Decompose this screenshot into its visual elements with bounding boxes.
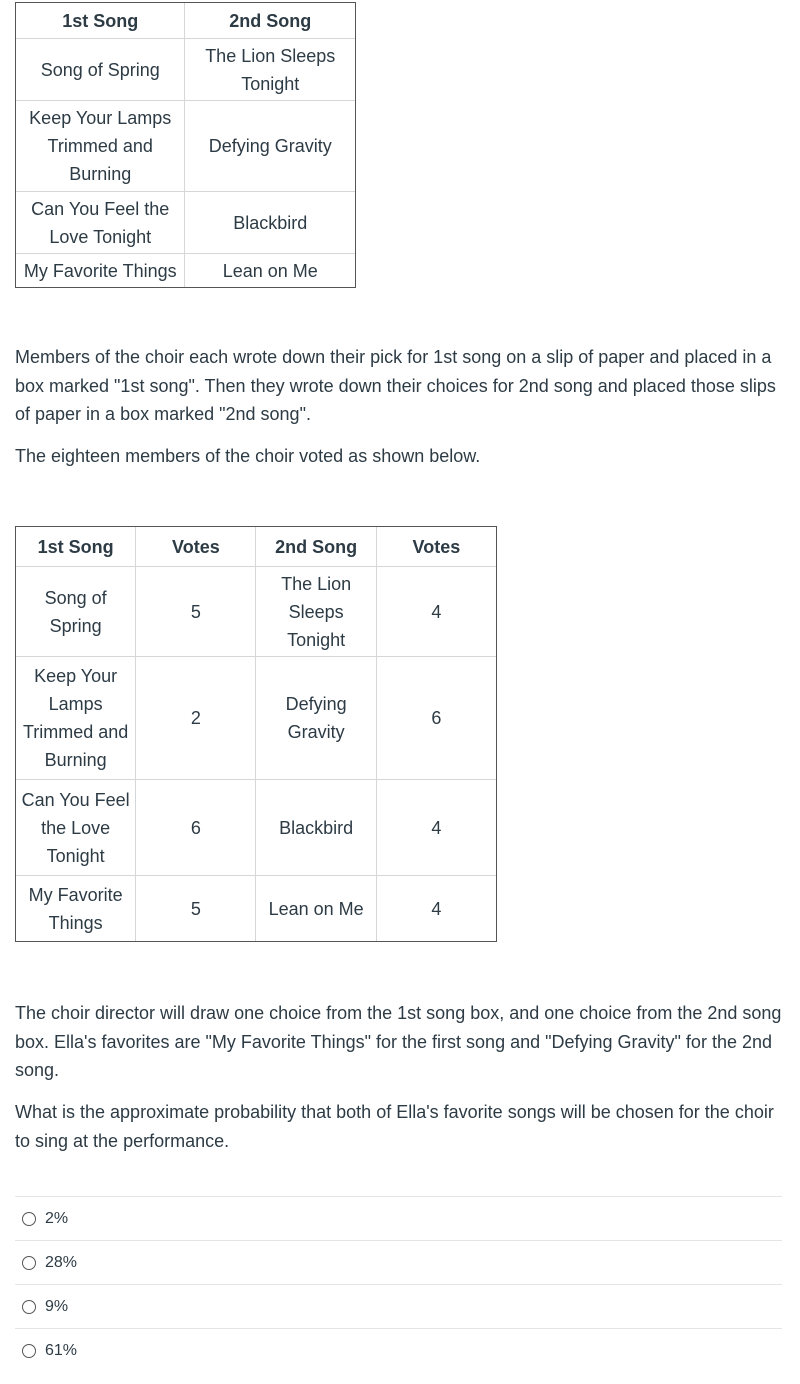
table-cell: Blackbird <box>185 192 356 254</box>
radio-button-icon[interactable] <box>22 1300 36 1314</box>
table-header-row <box>16 3 356 39</box>
table-row <box>16 567 497 657</box>
table-cell: 4 <box>376 876 496 942</box>
table-cell: Blackbird <box>256 780 376 876</box>
song-options-table <box>15 2 356 288</box>
table-row <box>16 657 497 780</box>
votes-intro-paragraph: The eighteen members of the choir voted as shown below. <box>15 446 481 466</box>
header-votes: Votes <box>376 527 496 567</box>
table-cell: The Lion Sleeps Tonight <box>256 567 376 657</box>
header-1st-song: 1st Song <box>16 527 136 567</box>
table-cell: Keep Your Lamps Trimmed and Burning <box>16 657 136 780</box>
table-cell: 5 <box>136 876 256 942</box>
answer-label: 9% <box>45 1297 69 1315</box>
table-row <box>16 254 356 288</box>
radio-button-icon[interactable] <box>22 1212 36 1226</box>
table-row <box>16 101 356 192</box>
answer-option[interactable] <box>15 1328 782 1372</box>
answer-label: 61% <box>45 1341 78 1359</box>
answer-option[interactable] <box>15 1196 782 1240</box>
description-paragraph: Members of the choir each wrote down their pick for 1st song on a slip of paper and placed in a box marked "1st song". Then they wrote down their choices for 2nd song and placed those slips of paper in a box marked "2nd song". <box>15 347 776 424</box>
table-cell: Defying Gravity <box>185 101 356 192</box>
table-row <box>16 876 497 942</box>
table-row <box>16 39 356 101</box>
table-row <box>16 780 497 876</box>
table-cell: Can You Feel the Love Tonight <box>16 780 136 876</box>
table-cell: My Favorite Things <box>16 876 136 942</box>
answer-label: 2% <box>45 1209 69 1227</box>
answer-option[interactable] <box>15 1240 782 1284</box>
answer-options <box>15 1196 782 1372</box>
answer-option[interactable] <box>15 1284 782 1328</box>
answer-label: 28% <box>45 1253 78 1271</box>
table-cell: Song of Spring <box>16 39 185 101</box>
header-1st-song: 1st Song <box>16 3 185 39</box>
table-cell: Can You Feel the Love Tonight <box>16 192 185 254</box>
table-cell: Lean on Me <box>185 254 356 288</box>
header-votes: Votes <box>136 527 256 567</box>
table-cell: 6 <box>136 780 256 876</box>
header-2nd-song: 2nd Song <box>256 527 376 567</box>
table-cell: 2 <box>136 657 256 780</box>
votes-table <box>15 526 497 942</box>
radio-button-icon[interactable] <box>22 1344 36 1358</box>
table-cell: My Favorite Things <box>16 254 185 288</box>
table-cell: 6 <box>376 657 496 780</box>
table-cell: Defying Gravity <box>256 657 376 780</box>
draw-description-paragraph: The choir director will draw one choice from the 1st song box, and one choice from the 2nd song box. Ella's favorites are "My Favorite Things" for the first song and "Defying Gravity" for the 2nd song. <box>15 1003 782 1080</box>
header-2nd-song: 2nd Song <box>185 3 356 39</box>
table-cell: Keep Your Lamps Trimmed and Burning <box>16 101 185 192</box>
table-row <box>16 192 356 254</box>
table-cell: 4 <box>376 780 496 876</box>
table-cell: Lean on Me <box>256 876 376 942</box>
table-cell: 4 <box>376 567 496 657</box>
table-cell: 5 <box>136 567 256 657</box>
radio-button-icon[interactable] <box>22 1256 36 1270</box>
question-paragraph: What is the approximate probability that both of Ella's favorite songs will be chosen for the choir to sing at the performance. <box>15 1102 774 1151</box>
table-cell: Song of Spring <box>16 567 136 657</box>
table-header-row <box>16 527 497 567</box>
table-cell: The Lion Sleeps Tonight <box>185 39 356 101</box>
